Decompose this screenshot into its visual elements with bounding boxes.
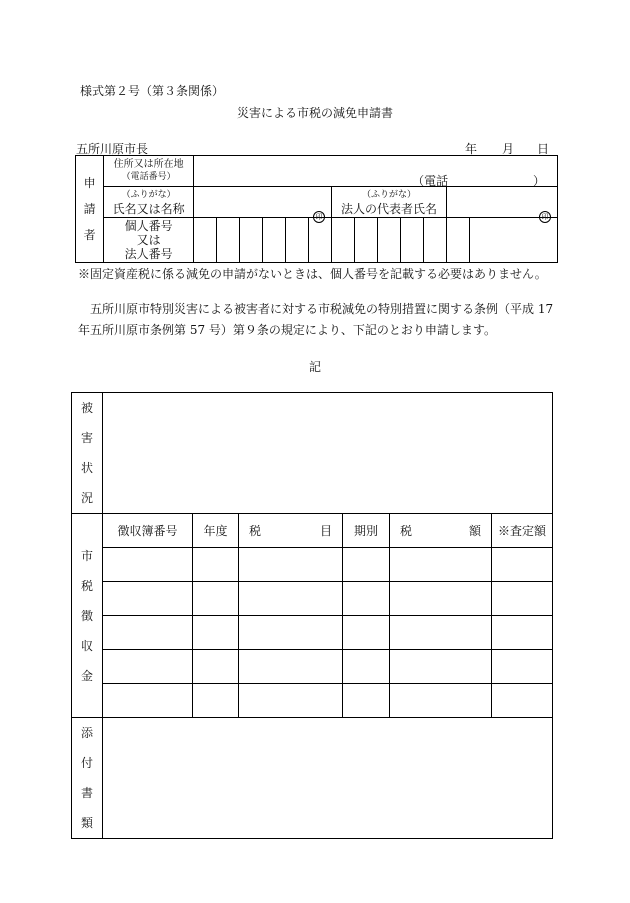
col-tax-item: 税 目 (239, 514, 343, 548)
document-title: 災害による市税の減免申請書 (236, 106, 393, 120)
applicant-section-label: 申 請 者 (76, 156, 104, 263)
applicant-table (75, 155, 558, 263)
amount-cell[interactable] (390, 684, 492, 718)
period-cell[interactable] (343, 582, 390, 616)
amount-cell[interactable] (390, 650, 492, 684)
item-cell[interactable] (239, 650, 343, 684)
rep-label-cell (331, 187, 446, 218)
ledger-cell[interactable] (103, 650, 193, 684)
ki-heading: 記 (308, 360, 321, 374)
amount-cell[interactable] (390, 548, 492, 582)
col-period: 期別 (343, 514, 390, 548)
number-digit-11[interactable] (423, 218, 446, 263)
number-label-cell: 個人番号 又は 法人番号 (104, 218, 194, 263)
seal-mark-icon: 印 (539, 211, 551, 223)
table-row (72, 548, 553, 582)
item-cell[interactable] (239, 684, 343, 718)
tax-table (71, 392, 553, 839)
number-digit-1[interactable] (194, 218, 217, 263)
col-fiscal-year: 年度 (193, 514, 239, 548)
attachments-label: 添 付 書 類 (72, 718, 103, 839)
address-label: 住所又は所在地 (113, 159, 184, 170)
name-furigana: （ふりがな） (121, 189, 176, 200)
tax-label: 市 税 徴 収 金 (72, 514, 103, 718)
damage-field[interactable] (103, 393, 553, 514)
date-year-label: 年 (465, 142, 478, 156)
item-cell[interactable] (239, 582, 343, 616)
number-digit-4[interactable] (263, 218, 286, 263)
phone-label: （電話 (412, 174, 449, 188)
name-field[interactable] (194, 187, 332, 221)
item-cell[interactable] (239, 616, 343, 650)
ledger-cell[interactable] (103, 684, 193, 718)
number-digit-8[interactable] (354, 218, 377, 263)
table-row (72, 684, 553, 718)
phone-close: ） (532, 174, 545, 188)
table-row (72, 616, 553, 650)
year-cell[interactable] (193, 650, 239, 684)
form-number: 様式第２号（第３条関係） (80, 84, 225, 98)
amount-cell[interactable] (390, 582, 492, 616)
table-row (72, 582, 553, 616)
col-assessed-amount: ※査定額 (492, 514, 553, 548)
addressee: 五所川原市長 (76, 142, 149, 156)
attachments-field[interactable] (103, 718, 553, 839)
rep-furigana: （ふりがな） (361, 189, 416, 200)
period-cell[interactable] (343, 616, 390, 650)
ledger-cell[interactable] (103, 548, 193, 582)
rep-field[interactable] (446, 187, 557, 221)
assessed-cell[interactable] (492, 582, 553, 616)
assessed-cell[interactable] (492, 548, 553, 582)
number-digit-12[interactable] (446, 218, 469, 263)
period-cell[interactable] (343, 548, 390, 582)
number-digit-7[interactable] (331, 218, 354, 263)
year-cell[interactable] (193, 582, 239, 616)
date-month-label: 月 (502, 142, 515, 156)
number-digit-9[interactable] (377, 218, 400, 263)
number-digit-10[interactable] (400, 218, 423, 263)
application-statement: 五所川原市特別災害による被害者に対する市税減免の特別措置に関する条例（平成 17 年五所川原市条例第 57 号）第９条の規定により、下記のとおり申請します。 (78, 302, 554, 337)
number-digit-3[interactable] (240, 218, 263, 263)
address-field[interactable] (194, 156, 558, 187)
col-ledger-number: 徴収簿番号 (103, 514, 193, 548)
ledger-cell[interactable] (103, 616, 193, 650)
assessed-cell[interactable] (492, 684, 553, 718)
year-cell[interactable] (193, 684, 239, 718)
date-day-label: 日 (537, 142, 550, 156)
item-cell[interactable] (239, 548, 343, 582)
individual-number-note: ※固定資産税に係る減免の申請がないときは、個人番号を記載する必要はありません。 (78, 267, 547, 281)
address-label-cell (104, 156, 194, 187)
number-digit-5[interactable] (286, 218, 309, 263)
name-label: 氏名又は名称 (112, 201, 185, 216)
amount-cell[interactable] (390, 616, 492, 650)
seal-mark-icon: 印 (313, 211, 325, 223)
table-row (72, 650, 553, 684)
name-label-cell (104, 187, 194, 218)
rep-label: 法人の代表者氏名 (340, 201, 437, 216)
number-digit-6[interactable] (309, 218, 332, 263)
period-cell[interactable] (343, 650, 390, 684)
address-sub-label: （電話番号） (121, 172, 176, 182)
ledger-cell[interactable] (103, 582, 193, 616)
year-cell[interactable] (193, 616, 239, 650)
assessed-cell[interactable] (492, 650, 553, 684)
number-digit-2[interactable] (217, 218, 240, 263)
year-cell[interactable] (193, 548, 239, 582)
col-tax-amount: 税 額 (390, 514, 492, 548)
number-digit-13[interactable] (469, 218, 557, 263)
period-cell[interactable] (343, 684, 390, 718)
assessed-cell[interactable] (492, 616, 553, 650)
damage-label: 被 害 状 況 (72, 393, 103, 514)
